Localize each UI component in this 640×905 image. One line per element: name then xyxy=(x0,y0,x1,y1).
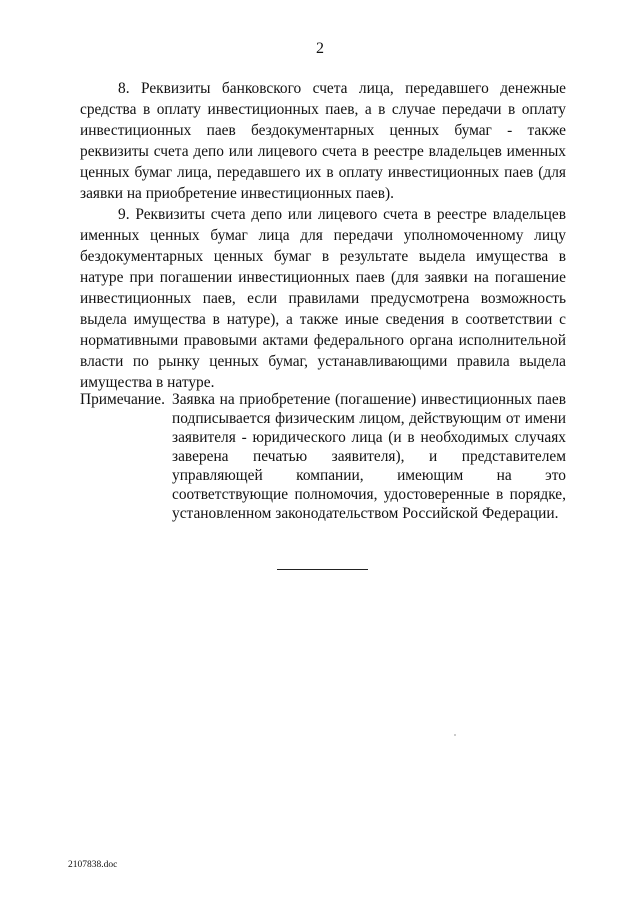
document-body xyxy=(80,78,566,393)
paragraph-9: 9. Реквизиты счета депо или лицевого счета в реестре владельцев именных ценных бумаг лица для передачи уполномоченному лицу бездокументарных ценных бумаг в результате выдела имущества в натуре при погашении инвестиционных паев (для заявки на погашение инвестиционных паев, если правилами предусмотрена возможность выдела имущества в натуре), а также иные сведения в соответствии с нормативными правовыми актами федерального органа исполнительной власти по рынку ценных бумаг, устанавливающими правила выдела имущества в натуре. xyxy=(80,206,566,391)
end-rule xyxy=(277,569,368,570)
note-block xyxy=(80,390,566,523)
page-number: 2 xyxy=(316,40,324,57)
paragraph-8: 8. Реквизиты банковского счета лица, передавшего денежные средства в оплату инвестиционных паев, а в случае передачи в оплату инвестиционных паев бездокументарных ценных бумаг - также реквизиты счета депо или лицевого счета в реестре владельцев именных ценных бумаг лица, передавшего их в оплату инвестиционных паев (для заявки на приобретение инвестиционных паев). xyxy=(80,80,566,202)
footer-doc-id: 2107838.doc xyxy=(68,860,118,870)
note-label: Примечание. xyxy=(80,391,165,408)
scan-speck xyxy=(454,734,456,736)
note-text: Заявка на приобретение (погашение) инвестиционных паев подписывается физическим лицом, действующим от имени заявителя - юридического лица (и в необходимых случаях заверена печатью заявителя), и представителем управляющей компании, имеющим на это соответствующие полномочия, удостоверенные в порядке, установленном законодательством Российской Федерации. xyxy=(172,391,566,522)
